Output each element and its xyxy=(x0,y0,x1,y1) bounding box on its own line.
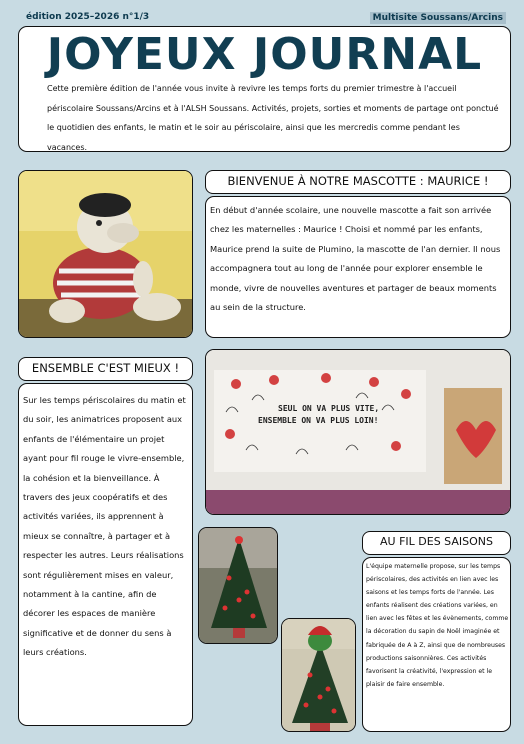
site-label: Multisite Soussans/Arcins xyxy=(370,12,506,24)
page-title: JOYEUX JOURNAL xyxy=(46,29,483,80)
mascot-heading: BIENVENUE À NOTRE MASCOTTE : MAURICE ! xyxy=(205,170,511,194)
header-box xyxy=(18,26,511,152)
together-text: Sur les temps périscolaires du matin et du soir, les animatrices proposent aux enfants de l'élémentaire un projet ayant pour fil rouge le vivre-ensemble, la cohésion et la bienveillance. À travers des jeux coopératifs et des activités variées, ils apprennent à mieux se connaître, à partager et à respecter les autres. Leurs réalisations sont régulièrement mises en valeur, notamment à la cantine, afin de décorer les espaces de manière significative et de donner du sens à leurs créations. xyxy=(23,395,186,658)
fresco-photo xyxy=(205,349,511,515)
seasons-box xyxy=(362,557,511,732)
seasons-heading: AU FIL DES SAISONS xyxy=(362,531,511,555)
together-heading: ENSEMBLE C'EST MIEUX ! xyxy=(18,357,193,381)
mascot-box xyxy=(205,196,511,338)
tree-photo-1 xyxy=(198,527,278,644)
mascot-text: En début d'année scolaire, une nouvelle mascotte a fait son arrivée chez les maternelles : Maurice ! Choisi et nommé par les enfants, Maurice prend la suite de Plumino, la mascotte de l'an dernier. Il nous accompagnera tout au long de l'année pour explorer ensemble le monde, vivre de nouvelles aventures et partager de beaux moments au sein de la structure. xyxy=(210,205,501,313)
seasons-text: L'équipe maternelle propose, sur les temps périscolaires, des activités en lien avec les saisons et les temps forts de l'année. Les enfants réalisent des créations variées, en lien avec les fêtes et les évènements, comme la décoration du sapin de Noël imaginée et fabriquée de A à Z, ainsi que de nombreuses productions saisonnières. Ces activités favorisent la créativité, l'expression et le plaisir de faire ensemble. xyxy=(366,563,509,688)
tree-photo-2 xyxy=(281,618,356,732)
fresco-line-2: ENSEMBLE ON VA PLUS LOIN! xyxy=(258,416,379,425)
intro-text: Cette première édition de l'année vous invite à revivre les temps forts du premier trimestre à l'accueil périscolaire Soussans/Arcins et à l'ALSH Soussans. Activités, projets, sorties et moments de partage ont ponctué le quotidien des enfants, le matin et le soir au périscolaire, ainsi que les mercredis comme pendant les vacances. xyxy=(47,84,499,152)
together-box xyxy=(18,383,193,726)
edition-label: édition 2025–2026 n°1/3 xyxy=(26,12,150,22)
fresco-line-1: SEUL ON VA PLUS VITE, xyxy=(278,404,380,413)
mascot-photo xyxy=(18,170,193,338)
